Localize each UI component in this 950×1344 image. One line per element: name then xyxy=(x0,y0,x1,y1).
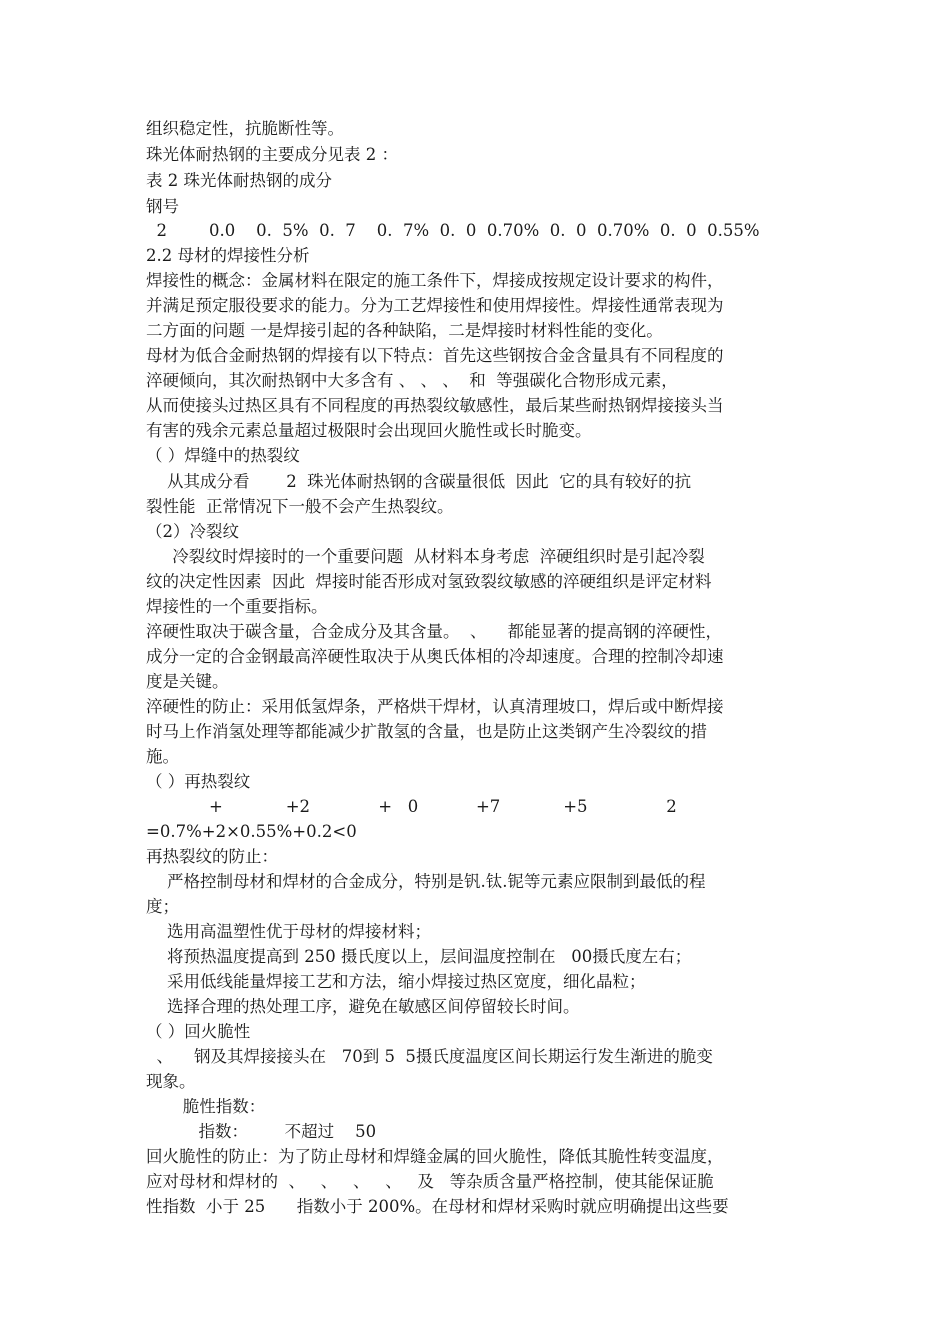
text-line: 现象。 xyxy=(146,1072,196,1091)
text-line: 再热裂纹的防止： xyxy=(146,847,278,866)
text-line: 淬硬性取决于碳含量，合金成分及其含量。 、 都能显著的提高钢的淬硬性， xyxy=(146,622,722,641)
text-line: 有害的残余元素总量超过极限时会出现回火脆性或长时脆变。 xyxy=(146,421,592,440)
list-item: 将预热温度提高到 250 摄氏度以上，层间温度控制在 00摄氏度左右； xyxy=(146,947,692,966)
subsection-heading: （ ）再热裂纹 xyxy=(146,772,251,791)
subsection-heading: （ ）焊缝中的热裂纹 xyxy=(146,446,300,465)
text-line: 性指数 小于 25 指数小于 200%。在母材和焊材采购时就应明确提出这些要 xyxy=(146,1197,729,1216)
formula-line: =0.7%+2×0.55%+0.2<0 xyxy=(146,822,357,841)
list-item: 选择合理的热处理工序，避免在敏感区间停留较长时间。 xyxy=(146,997,580,1016)
text-line: 回火脆性的防止：为了防止母材和焊缝金属的回火脆性，降低其脆性转变温度， xyxy=(146,1147,724,1166)
list-item: 采用低线能量焊接工艺和方法，缩小焊接过热区宽度，细化晶粒； xyxy=(146,972,646,991)
text-line: 焊接性的概念：金属材料在限定的施工条件下，焊接成按规定设计要求的构件， xyxy=(146,271,724,290)
table-header: 钢号 xyxy=(146,197,179,216)
text-line: 度是关键。 xyxy=(146,672,229,691)
text-line: 淬硬性的防止：采用低氢焊条，严格烘干焊材，认真清理坡口，焊后或中断焊接 xyxy=(146,697,724,716)
text-line: 应对母材和焊材的 、 、 、 、 及 等杂质含量严格控制，使其能保证脆 xyxy=(146,1172,714,1191)
text-line: 、 钢及其焊接接头在 70到 5 5摄氏度温度区间长期运行发生渐进的脆变 xyxy=(146,1047,713,1066)
text-line: 珠光体耐热钢的主要成分见表 2 ： xyxy=(146,145,398,164)
text-line: 并满足预定服役要求的能力。分为工艺焊接性和使用焊接性。焊接性通常表现为 xyxy=(146,296,724,315)
text-line: 组织稳定性，抗脆断性等。 xyxy=(146,119,344,138)
text-line: 淬硬倾向，其次耐热钢中大多含有 、 、 、 和 等强碳化合物形成元素， xyxy=(146,371,678,390)
text-line: 严格控制母材和焊材的合金成分，特别是钒.钛.铌等元素应限制到最低的程 xyxy=(146,872,706,891)
text-line: 施。 xyxy=(146,747,179,766)
text-line: 裂性能 正常情况下一般不会产生热裂纹。 xyxy=(146,497,454,516)
text-line: 二方面的问题 一是焊接引起的各种缺陷，二是焊接时材料性能的变化。 xyxy=(146,321,663,340)
text-line: 成分一定的合金钢最高淬硬性取决于从奥氏体相的冷却速度。合理的控制冷却速 xyxy=(146,647,724,666)
table-caption: 表 2 珠光体耐热钢的成分 xyxy=(146,171,332,190)
list-item: 选用高温塑性优于母材的焊接材料； xyxy=(146,922,431,941)
subsection-heading: （2）冷裂纹 xyxy=(146,522,239,541)
text-line: 度； xyxy=(146,897,179,916)
text-line: 母材为低合金耐热钢的焊接有以下特点：首先这些钢按合金含量具有不同程度的 xyxy=(146,346,724,365)
text-line: 指数： 不超过 50 xyxy=(146,1122,377,1141)
section-heading: 2.2 母材的焊接性分析 xyxy=(146,246,310,265)
table-row: 2 0.0 0. 5% 0. 7 0. 7% 0. 0 0.70% 0. 0 0.70% 0. 0 0.55% xyxy=(146,221,760,240)
text-line: 从而使接头过热区具有不同程度的再热裂纹敏感性，最后某些耐热钢焊接接头当 xyxy=(146,396,724,415)
text-line: 从其成分看 2 珠光体耐热钢的含碳量很低 因此 它的具有较好的抗 xyxy=(146,472,692,491)
text-line: 冷裂纹时焊接时的一个重要问题 从材料本身考虑 淬硬组织时是引起冷裂 xyxy=(146,547,705,566)
text-line: 脆性指数： xyxy=(146,1097,266,1116)
subsection-heading: （ ）回火脆性 xyxy=(146,1022,251,1041)
text-line: 焊接性的一个重要指标。 xyxy=(146,597,328,616)
formula-line: + +2 + 0 +7 +5 2 xyxy=(146,797,677,816)
text-line: 纹的决定性因素 因此 焊接时能否形成对氢致裂纹敏感的淬硬组织是评定材料 xyxy=(146,572,712,591)
text-line: 时马上作消氢处理等都能减少扩散氢的含量，也是防止这类钢产生冷裂纹的措 xyxy=(146,722,707,741)
